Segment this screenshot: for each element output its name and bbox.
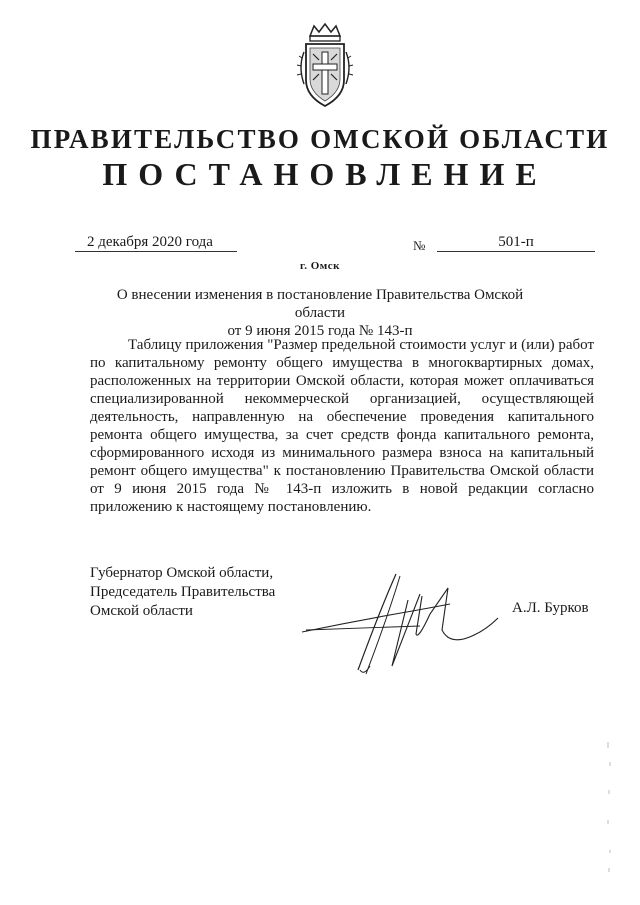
document-type-title: ПОСТАНОВЛЕНИЕ [102, 156, 548, 192]
subject-line-2: от 9 июня 2015 года № 143-п [227, 323, 413, 339]
signer-title-line-3: Омской области [90, 603, 193, 619]
number-sign: № [413, 238, 426, 253]
document-date: 2 декабря 2020 года [75, 233, 237, 252]
scan-marks [596, 740, 616, 880]
document-body: Таблицу приложения "Размер предельной стоимости услуг и (или) работ по капитальному ремонту общего имущества в многоквартирных домах, расположенных на территории Омской области, которая может оплачиваться специализированной некоммерческой организацией, осуществляющей деятельность, направленную на обеспечение проведения капитального ремонта общего имущества, за счет средств фонда капитального ремонта, сформированного исходя из минимального размера взноса на капитальный ремонт общего имущества" к постановлению Правительства Омской области от 9 июня 2015 года № 143-п изложить в новой редакции согласно приложению к настоящему постановлению. [90, 337, 594, 515]
subject-line-1: О внесении изменения в постановление Правительства Омской области [116, 287, 524, 321]
document-subject [90, 286, 550, 340]
signer-title-line-2: Председатель Правительства [90, 584, 276, 600]
signer-title [90, 564, 275, 621]
government-title: ПРАВИТЕЛЬСТВО ОМСКОЙ ОБЛАСТИ [30, 124, 610, 154]
signer-name: А.Л. Бурков [512, 600, 589, 616]
signer-title-line-1: Губернатор Омской области, [90, 565, 274, 581]
coat-of-arms-emblem [296, 22, 354, 112]
handwritten-signature [300, 570, 500, 680]
document-number: 501-п [437, 233, 595, 252]
city-label: г. Омск [299, 260, 341, 272]
